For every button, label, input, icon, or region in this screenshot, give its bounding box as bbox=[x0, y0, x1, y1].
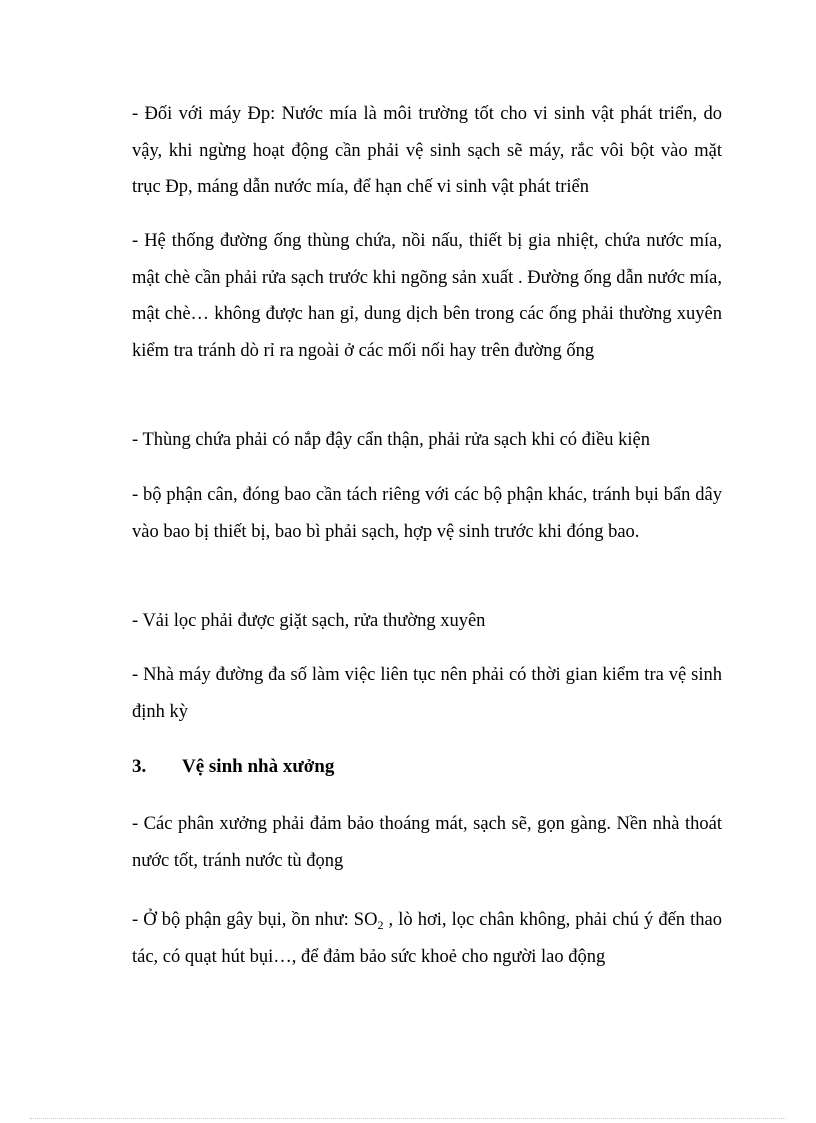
section-title: Vệ sinh nhà xưởng bbox=[182, 756, 335, 777]
dust-noise-text-start: - Ở bộ phận gây bụi, ồn như: SO bbox=[132, 910, 378, 930]
section-heading bbox=[132, 752, 334, 782]
paragraph-filter-cloth: - Vải lọc phải được giặt sạch, rửa thường xuyên bbox=[132, 611, 486, 631]
paragraph-tank-lid: - Thùng chứa phải có nắp đậy cẩn thận, phải rửa sạch khi có điều kiện bbox=[132, 430, 651, 450]
page-bottom-divider bbox=[30, 1118, 786, 1119]
paragraph-mill-cleaning: - Đối với máy Đp: Nước mía là môi trường tốt cho vi sinh vật phát triển, do vậy, khi ngừng hoạt động cần phải vệ sinh sạch sẽ máy, rắc vôi bột vào mặt trục Đp, máng dẫn nước mía, để hạn chế vi sinh vật phát triển bbox=[132, 104, 722, 197]
section-number: 3. bbox=[132, 756, 147, 777]
paragraph-periodic-check: - Nhà máy đường đa số làm việc liên tục nên phải có thời gian kiểm tra vệ sinh định kỳ bbox=[132, 665, 722, 722]
paragraph-pipe-system: - Hệ thống đường ống thùng chứa, nồi nấu, thiết bị gia nhiệt, chứa nước mía, mật chè cần phải rửa sạch trước khi ngõng sản xuất . Đường ống dẫn nước mía, mật chè… không được han gỉ, dung dịch bên trong các ống phải thường xuyên kiểm tra tránh dò rỉ ra ngoài ở các mối nối hay trên đường ống bbox=[132, 231, 722, 361]
paragraph-weighing-packing: - bộ phận cân, đóng bao cần tách riêng với các bộ phận khác, tránh bụi bẩn dây vào bao bị thiết bị, bao bì phải sạch, hợp vệ sinh trước khi đóng bao. bbox=[132, 485, 722, 542]
dust-noise-text-end: , lò hơi, lọc chân không, phải chú ý đến thao tác, có quạt hút bụi…, để đảm bảo sức khoẻ cho người lao động bbox=[132, 910, 722, 967]
paragraph-workshop-ventilation: - Các phân xưởng phải đảm bảo thoáng mát, sạch sẽ, gọn gàng. Nền nhà thoát nước tốt, tránh nước tù đọng bbox=[132, 814, 722, 871]
paragraph-dust-noise bbox=[132, 902, 722, 975]
so2-subscript: 2 bbox=[377, 918, 384, 932]
